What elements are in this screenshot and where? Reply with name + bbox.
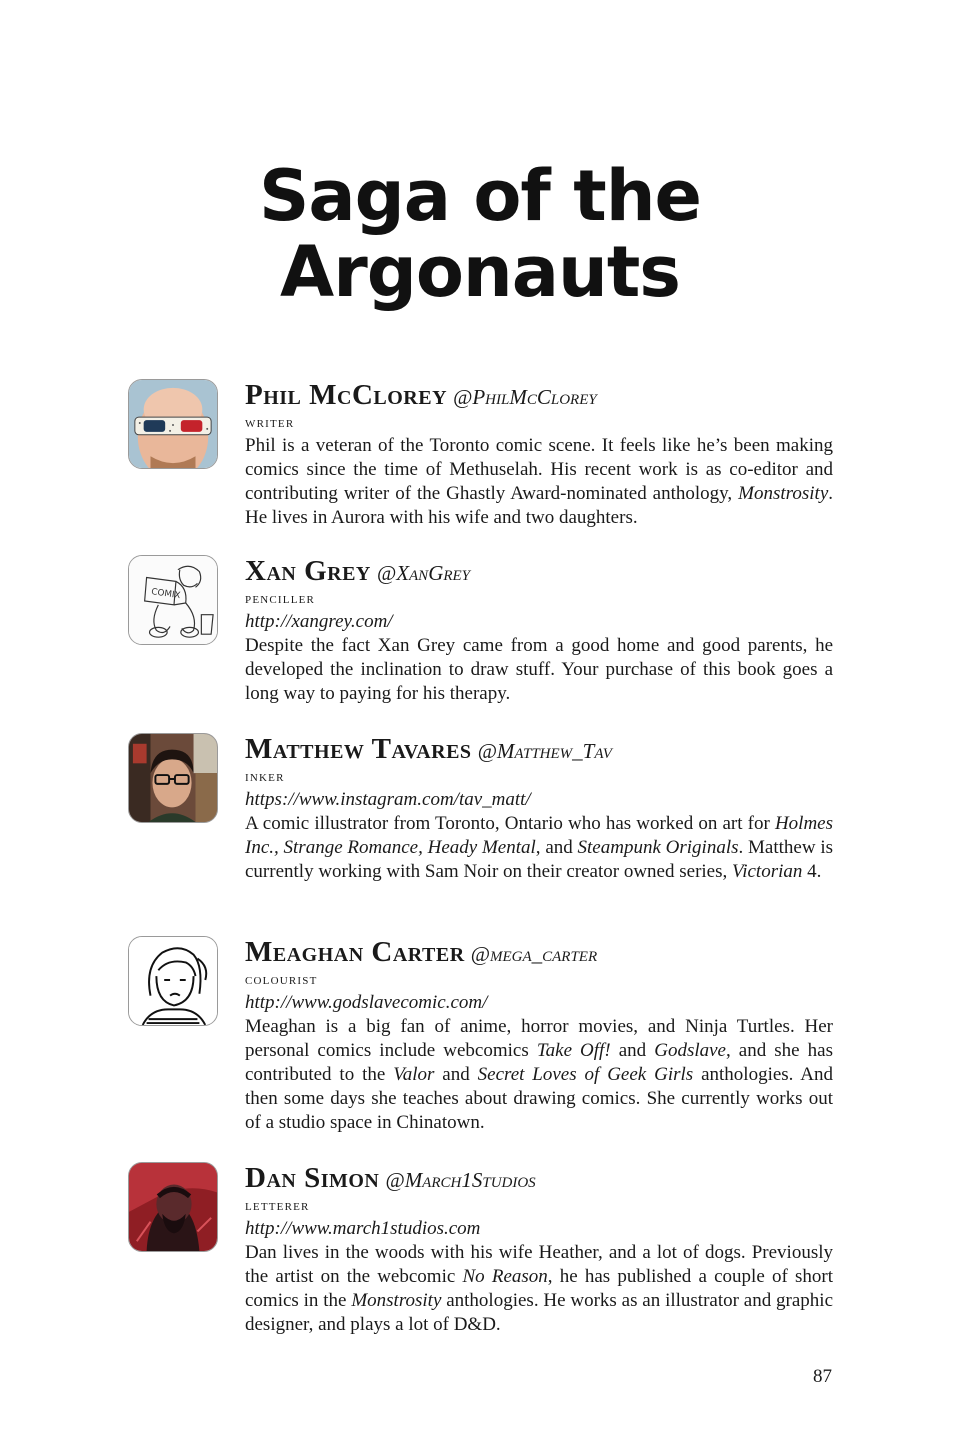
twitter-handle[interactable]: @March1Studios bbox=[385, 1168, 536, 1192]
contributor-bio: Phil is a veteran of the Toronto comic scene. It feels like he’s been making comics since the time of Methuselah. His recent work is as co-editor and contributing writer of the Ghastly Award-nominated anthology, Monstrosity. He lives in Aurora with his wife and two daughters. bbox=[245, 435, 833, 528]
twitter-handle[interactable]: @PhilMcClorey bbox=[453, 385, 597, 409]
avatar-phil bbox=[128, 379, 218, 469]
contributor-name: Phil McClorey bbox=[245, 379, 448, 411]
contributor-name: Dan Simon bbox=[245, 1162, 380, 1194]
contributor-bio: Despite the fact Xan Grey came from a good home and good parents, he developed the inclination to draw stuff. Your purchase of this book goes a long way to paying for his therapy. bbox=[245, 635, 833, 704]
avatar-xan bbox=[128, 555, 218, 645]
contributor-bio: Dan lives in the woods with his wife Heather, and a lot of dogs. Previously the artist on the webcomic No Reason, he has published a couple of short comics in the Monstrosity anthologies. He works as an illustrator and graphic designer, and plays a lot of D&D. bbox=[245, 1242, 834, 1335]
avatar-matthew-photo bbox=[129, 734, 217, 822]
contributor-url-link[interactable]: http://xangrey.com/ bbox=[245, 611, 393, 632]
contributor-role: writer bbox=[245, 414, 295, 431]
page-title-line-1: Saga of the bbox=[258, 155, 702, 237]
contributor-bio: A comic illustrator from Toronto, Ontario who has worked on art for Holmes Inc., Strange Romance, Heady Mental, and Steampunk Originals. Matthew is currently working with Sam Noir on their creator owned series, Victorian 4. bbox=[245, 813, 833, 882]
contributor-url-link[interactable]: http://www.march1studios.com bbox=[245, 1218, 481, 1239]
contributor-name: Xan Grey bbox=[245, 555, 371, 587]
contributor-role: penciller bbox=[245, 590, 316, 607]
contributor-url-link[interactable]: https://www.instagram.com/tav_matt/ bbox=[245, 789, 531, 810]
twitter-handle[interactable]: @XanGrey bbox=[376, 561, 471, 585]
avatar-meaghan bbox=[128, 936, 218, 1026]
page-title bbox=[0, 155, 960, 313]
contributor-url-link[interactable]: http://www.godslavecomic.com/ bbox=[245, 992, 488, 1013]
avatar-xan-sketch bbox=[129, 556, 217, 644]
avatar-phil-portrait bbox=[129, 380, 217, 468]
contributor-name: Meaghan Carter bbox=[245, 936, 465, 968]
avatar-dan bbox=[128, 1162, 218, 1252]
avatar-matthew bbox=[128, 733, 218, 823]
avatar-dan-illustration bbox=[129, 1163, 217, 1251]
avatar-meaghan-cartoon bbox=[129, 937, 217, 1025]
contributor-role: inker bbox=[245, 768, 285, 785]
page-number: 87 bbox=[813, 1366, 832, 1387]
twitter-handle[interactable]: @mega_carter bbox=[470, 942, 598, 966]
contributor-name: Matthew Tavares bbox=[245, 733, 472, 765]
svg-text:COMIX: COMIX bbox=[150, 587, 181, 602]
contributor-role: letterer bbox=[245, 1197, 310, 1214]
twitter-handle[interactable]: @Matthew_Tav bbox=[477, 739, 612, 763]
contributor-bio: Meaghan is a big fan of anime, horror movies, and Ninja Turtles. Her personal comics include webcomics Take Off! and Godslave, and she has contributed to the Valor and Secret Loves of Geek Girls anthologies. And then some days she teaches about drawing comics. She currently works out of a studio space in Chinatown. bbox=[245, 1016, 833, 1133]
page-title-line-2: Argonauts bbox=[280, 231, 680, 313]
contributor-role: colourist bbox=[245, 971, 318, 988]
